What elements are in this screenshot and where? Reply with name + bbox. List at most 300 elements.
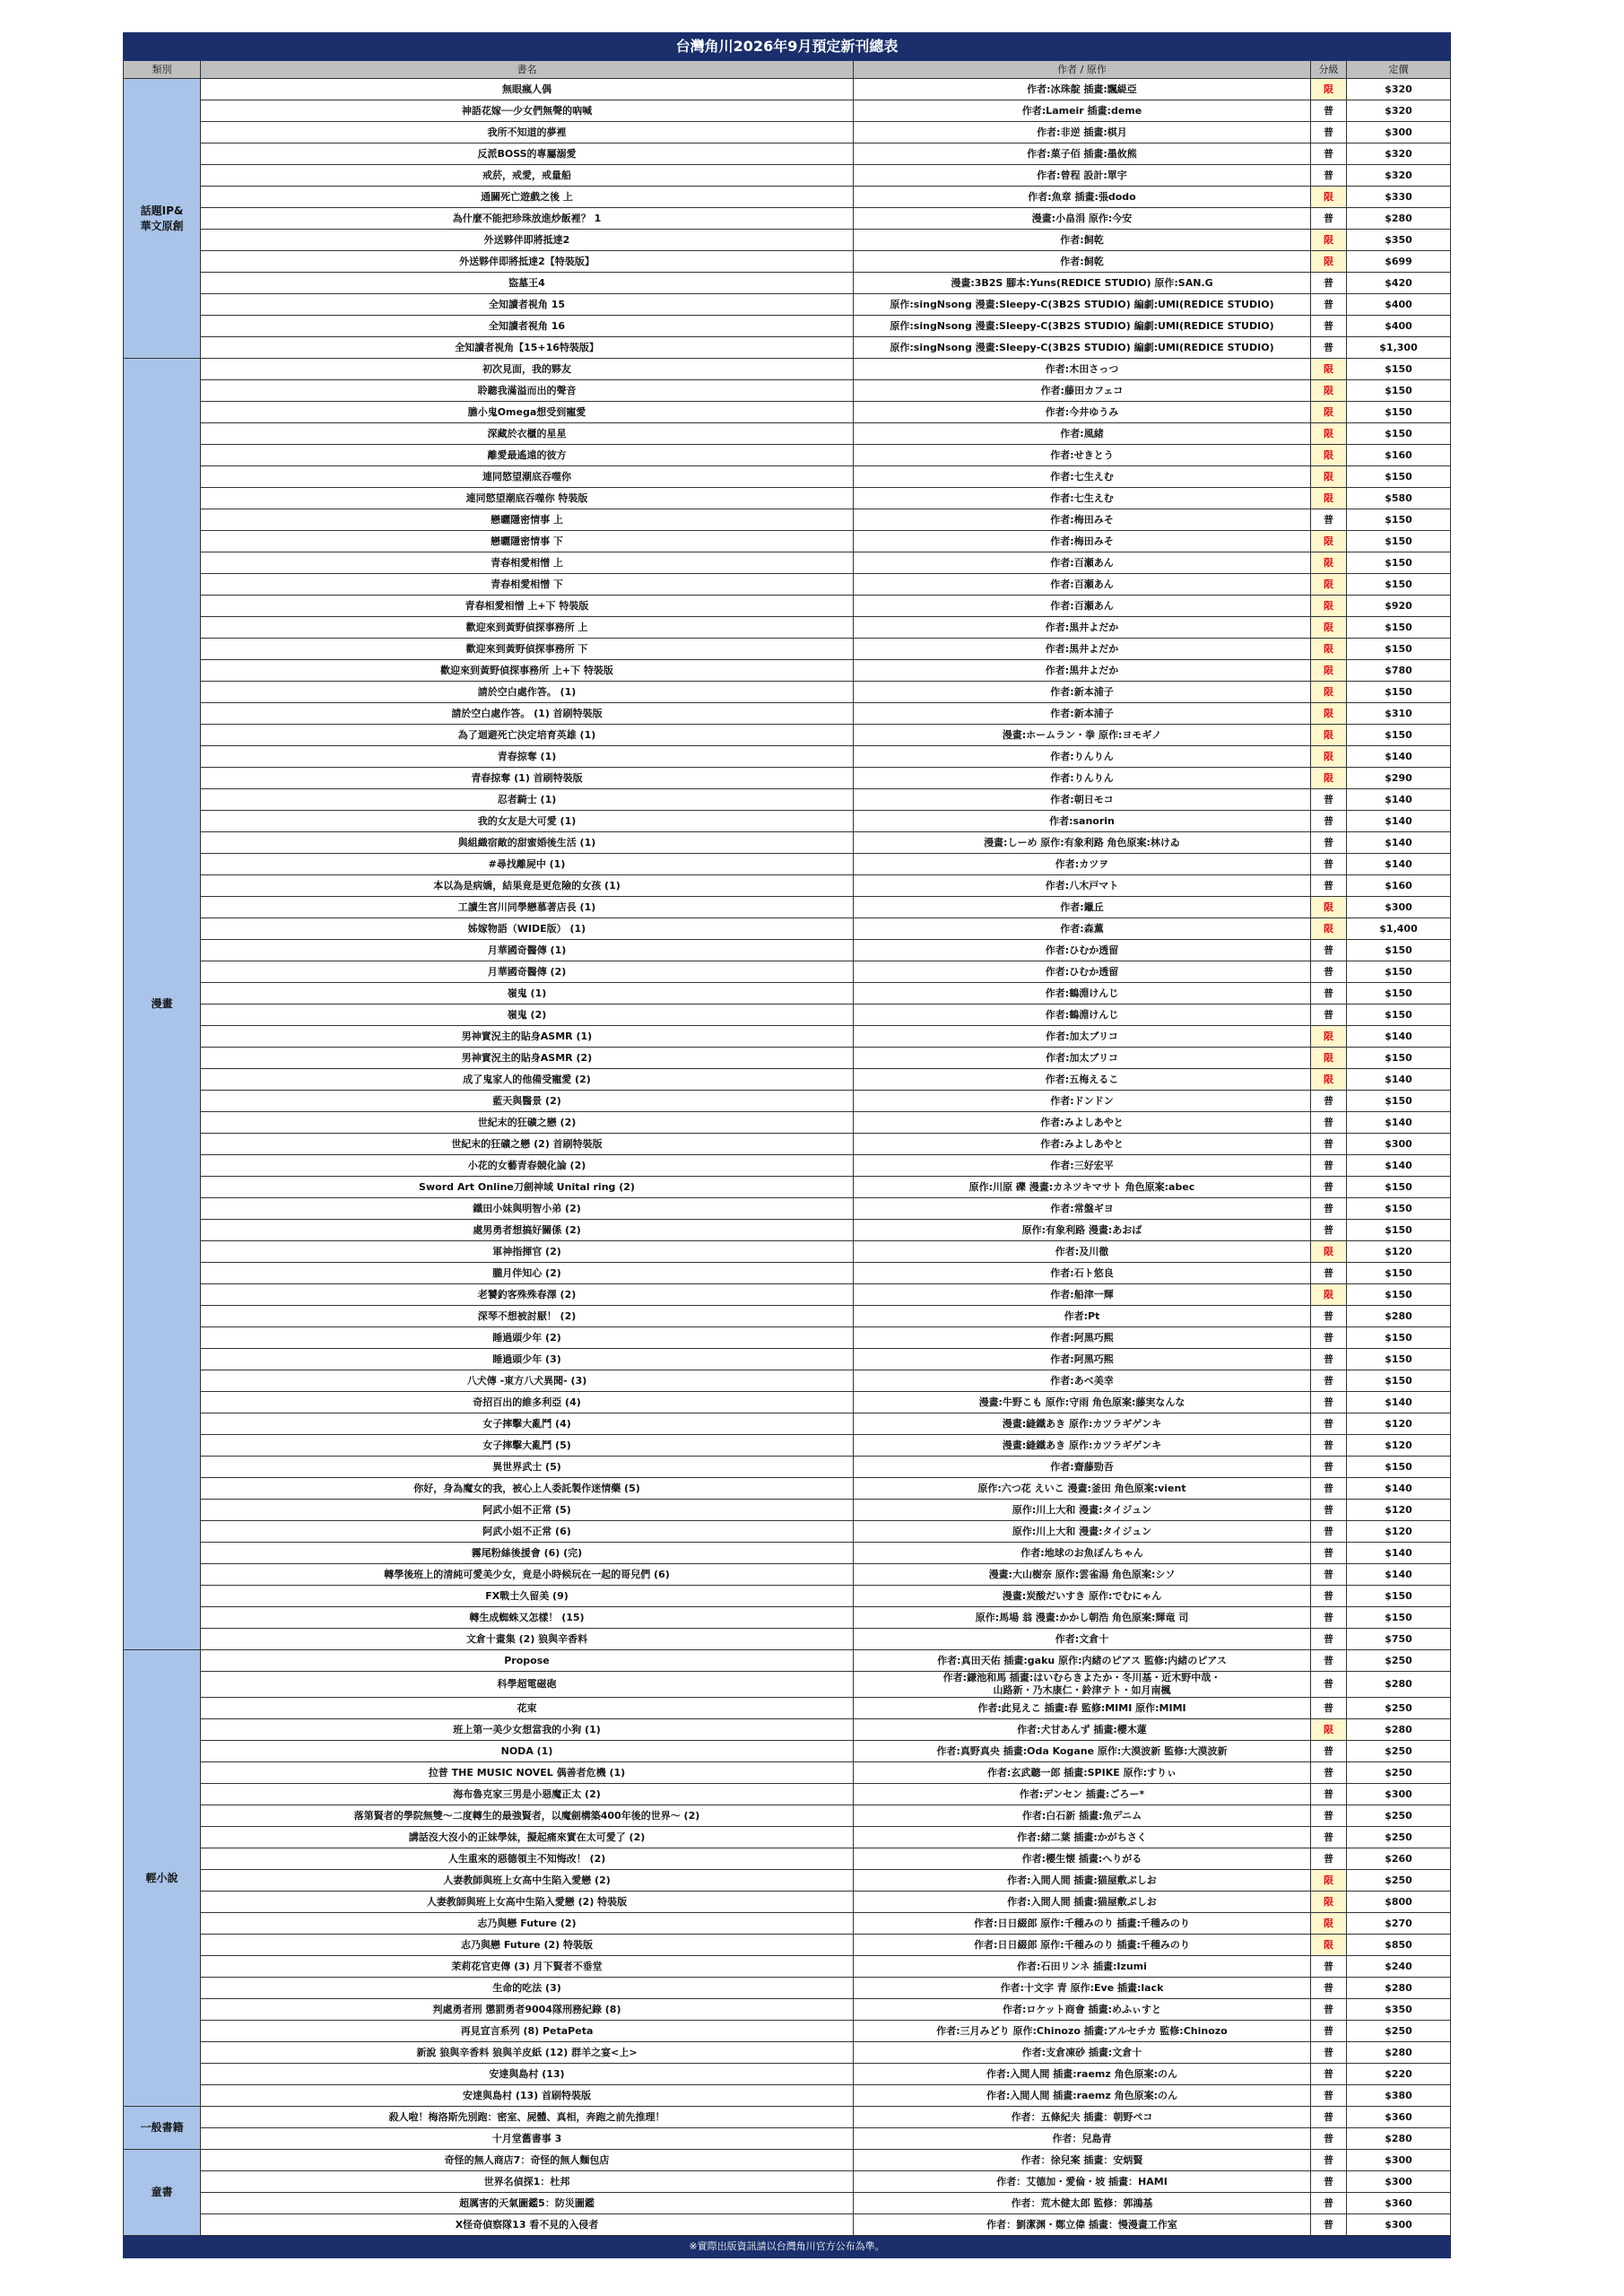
book-row [124, 423, 1451, 445]
book-author: 作者:カツヲ [854, 854, 1311, 875]
book-author: 作者:真田天佑 插畫:gaku 原作:内緒のピアス 監修:内緒のピアス [854, 1650, 1311, 1672]
book-price: $140 [1347, 1392, 1451, 1413]
book-price: $270 [1347, 1913, 1451, 1935]
book-price: $150 [1347, 1457, 1451, 1478]
book-row [124, 1327, 1451, 1349]
book-title: 男神實況主的貼身ASMR (2) [201, 1048, 854, 1069]
book-title: 軍神指揮官 (2) [201, 1241, 854, 1263]
book-row [124, 1892, 1451, 1913]
book-price: $310 [1347, 703, 1451, 725]
book-rating: 普 [1311, 2107, 1347, 2128]
book-row [124, 230, 1451, 251]
book-row [124, 639, 1451, 660]
book-price: $240 [1347, 1956, 1451, 1978]
book-rating: 普 [1311, 2042, 1347, 2064]
book-rating: 普 [1311, 1112, 1347, 1134]
book-rating: 普 [1311, 1370, 1347, 1392]
book-price: $140 [1347, 789, 1451, 811]
book-price: $120 [1347, 1413, 1451, 1435]
book-author: 作者:五梅えるこ [854, 1069, 1311, 1091]
book-title: 睡過頭少年 (3) [201, 1349, 854, 1370]
book-row [124, 1134, 1451, 1155]
book-title: 嶺鬼 (2) [201, 1004, 854, 1026]
book-price: $140 [1347, 1112, 1451, 1134]
book-rating: 限 [1311, 574, 1347, 596]
book-rating: 普 [1311, 1306, 1347, 1327]
book-title: 生命的吃法 (3) [201, 1978, 854, 1999]
book-rating: 限 [1311, 251, 1347, 273]
book-price: $250 [1347, 1762, 1451, 1784]
book-rating: 普 [1311, 2171, 1347, 2193]
book-title: 科學超電磁砲 [201, 1672, 854, 1698]
book-price: $160 [1347, 875, 1451, 897]
category-cell: 話題IP& 華文原創 [124, 79, 201, 359]
book-title: 睡過頭少年 (2) [201, 1327, 854, 1349]
book-price: $250 [1347, 1650, 1451, 1672]
book-row [124, 1543, 1451, 1564]
book-rating: 普 [1311, 337, 1347, 359]
book-row [124, 1805, 1451, 1827]
book-author: 作者:日日綴郎 原作:千種みのり 插畫:千種みのり [854, 1913, 1311, 1935]
catalog-body [124, 79, 1451, 2236]
book-author: 作者:十文字 青 原作:Eve 插畫:lack [854, 1978, 1311, 1999]
book-title: 霧尾粉絲後援會 (6) (完) [201, 1543, 854, 1564]
book-title: 歡迎來到黃野偵探事務所 下 [201, 639, 854, 660]
book-rating: 普 [1311, 1198, 1347, 1220]
book-author: 作者:船津一輝 [854, 1284, 1311, 1306]
book-title: 十月堂舊書事 3 [201, 2128, 854, 2150]
book-row [124, 2021, 1451, 2042]
book-title: 成了鬼家人的他備受寵愛 (2) [201, 1069, 854, 1091]
book-row [124, 187, 1451, 208]
book-author: 作者:りんりん [854, 746, 1311, 768]
book-row [124, 488, 1451, 509]
book-author: 作者:真野真央 插畫:Oda Kogane 原作:大漠波新 監修:大漠波新 [854, 1741, 1311, 1762]
book-row [124, 1848, 1451, 1870]
header-price: 定價 [1347, 61, 1451, 79]
book-rating: 普 [1311, 1999, 1347, 2021]
book-title: 八犬傳 -東方八犬異聞- (3) [201, 1370, 854, 1392]
book-author: 作者:飼乾 [854, 251, 1311, 273]
book-author: 作者:百瀬あん [854, 552, 1311, 574]
book-price: $150 [1347, 682, 1451, 703]
book-rating: 限 [1311, 531, 1347, 552]
book-price: $360 [1347, 2193, 1451, 2214]
book-author: 漫畫:縫鐵あき 原作:カツラギゲンキ [854, 1435, 1311, 1457]
book-rating: 普 [1311, 1134, 1347, 1155]
book-title: 與組織宿敵的甜蜜婚後生活 (1) [201, 832, 854, 854]
book-rating: 普 [1311, 1349, 1347, 1370]
book-title: 班上第一美少女想當我的小狗 (1) [201, 1719, 854, 1741]
book-row [124, 337, 1451, 359]
book-price: $150 [1347, 1177, 1451, 1198]
book-rating: 普 [1311, 273, 1347, 294]
book-rating: 普 [1311, 854, 1347, 875]
book-title: 外送夥伴即將抵達2 [201, 230, 854, 251]
book-author: 原作:singNsong 漫畫:Sleepy-C(3B2S STUDIO) 編劇:UMI(REDICE STUDIO) [854, 337, 1311, 359]
book-rating: 限 [1311, 230, 1347, 251]
book-row [124, 1500, 1451, 1521]
book-title: 青春相愛相憎 上+下 特裝版 [201, 596, 854, 617]
book-rating: 限 [1311, 1284, 1347, 1306]
book-rating: 普 [1311, 1392, 1347, 1413]
book-author: 作者:入間人間 插畫:raemz 角色原案:のん [854, 2085, 1311, 2107]
book-price: $150 [1347, 1284, 1451, 1306]
book-author: 作者:緒二葉 插畫:かがちさく [854, 1827, 1311, 1848]
category-cell: 一般書籍 [124, 2107, 201, 2150]
book-title: 鐵田小妹與明智小弟 (2) [201, 1198, 854, 1220]
book-rating: 普 [1311, 1698, 1347, 1719]
book-rating: 普 [1311, 2193, 1347, 2214]
book-title: 為什麼不能把珍珠放進炒飯裡？ 1 [201, 208, 854, 230]
book-title: 青春掠奪 (1) 首刷特裝版 [201, 768, 854, 789]
book-row [124, 1607, 1451, 1629]
book-rating: 限 [1311, 359, 1347, 380]
book-author: 原作:六つ花 えいこ 漫畫:釜田 角色原案:vient [854, 1478, 1311, 1500]
book-rating: 限 [1311, 596, 1347, 617]
book-title: 阿武小姐不正常 (6) [201, 1521, 854, 1543]
book-rating: 普 [1311, 875, 1347, 897]
book-rating: 限 [1311, 1913, 1347, 1935]
book-title: 落第賢者的學院無雙～二度轉生的最強賢者，以魔劍構築400年後的世界～ (2) [201, 1805, 854, 1827]
book-row [124, 1091, 1451, 1112]
book-row [124, 2150, 1451, 2171]
book-price: $260 [1347, 1848, 1451, 1870]
book-price: $1,400 [1347, 918, 1451, 940]
book-author: 作者:鑞丘 [854, 897, 1311, 918]
book-price: $280 [1347, 1672, 1451, 1698]
book-author: 原作:川上大和 漫畫:タイジュン [854, 1500, 1311, 1521]
book-rating: 普 [1311, 144, 1347, 165]
book-row [124, 940, 1451, 961]
book-row [124, 1112, 1451, 1134]
book-author: 作者:冰珠靛 插畫:飄緹亞 [854, 79, 1311, 100]
book-price: $380 [1347, 2085, 1451, 2107]
footer-note: ※實際出版資訊請以台灣角川官方公布為準。 [124, 2236, 1451, 2258]
book-price: $150 [1347, 1370, 1451, 1392]
book-price: $140 [1347, 1543, 1451, 1564]
book-price: $300 [1347, 2171, 1451, 2193]
book-title: 藍天與醫景 (2) [201, 1091, 854, 1112]
book-rating: 普 [1311, 789, 1347, 811]
book-author: 作者:今井ゆうみ [854, 402, 1311, 423]
book-price: $150 [1347, 983, 1451, 1004]
book-rating: 限 [1311, 1870, 1347, 1892]
book-title: 異世界武士 (5) [201, 1457, 854, 1478]
book-price: $280 [1347, 2042, 1451, 2064]
book-title: 女子摔擊大亂鬥 (5) [201, 1435, 854, 1457]
book-title: 轉學後班上的清純可愛美少女，竟是小時候玩在一起的哥兒們 (6) [201, 1564, 854, 1586]
book-price: $250 [1347, 1870, 1451, 1892]
book-price: $400 [1347, 316, 1451, 337]
book-price: $150 [1347, 402, 1451, 423]
book-title: 再見宣言系列 (8) PetaPeta [201, 2021, 854, 2042]
book-rating: 限 [1311, 617, 1347, 639]
book-title: 通關死亡遊戲之後 上 [201, 187, 854, 208]
book-row [124, 359, 1451, 380]
book-price: $140 [1347, 854, 1451, 875]
book-price: $699 [1347, 251, 1451, 273]
book-row [124, 1069, 1451, 1091]
book-rating: 限 [1311, 1069, 1347, 1091]
book-price: $280 [1347, 1719, 1451, 1741]
book-row [124, 918, 1451, 940]
book-price: $320 [1347, 79, 1451, 100]
book-price: $350 [1347, 1999, 1451, 2021]
book-rating: 普 [1311, 1629, 1347, 1650]
book-row [124, 1827, 1451, 1848]
book-price: $250 [1347, 1805, 1451, 1827]
book-price: $250 [1347, 1698, 1451, 1719]
header-title: 書名 [201, 61, 854, 79]
book-row [124, 854, 1451, 875]
book-author: 作者:黒井よだか [854, 617, 1311, 639]
book-row [124, 1004, 1451, 1026]
book-row [124, 725, 1451, 746]
book-author: 漫畫:牛野こも 原作:守雨 角色原案:藤実なんな [854, 1392, 1311, 1413]
book-price: $150 [1347, 961, 1451, 983]
book-row [124, 1306, 1451, 1327]
book-rating: 普 [1311, 1848, 1347, 1870]
book-price: $150 [1347, 1004, 1451, 1026]
book-rating: 普 [1311, 1543, 1347, 1564]
book-rating: 普 [1311, 1650, 1347, 1672]
book-title: 深藏於衣櫃的星星 [201, 423, 854, 445]
book-row [124, 294, 1451, 316]
category-cell: 輕小說 [124, 1650, 201, 2107]
book-price: $150 [1347, 1048, 1451, 1069]
book-author: 原作:有象利路 漫畫:あおば [854, 1220, 1311, 1241]
book-rating: 限 [1311, 703, 1347, 725]
footer-row [124, 2236, 1451, 2258]
book-row [124, 746, 1451, 768]
book-title: FX戰士久留美 (9) [201, 1586, 854, 1607]
book-title: 為了迴避死亡決定培育英雄 (1) [201, 725, 854, 746]
book-author: 作者:鶴淵けんじ [854, 983, 1311, 1004]
book-price: $150 [1347, 574, 1451, 596]
book-price: $150 [1347, 617, 1451, 639]
book-price: $120 [1347, 1500, 1451, 1521]
book-row [124, 1392, 1451, 1413]
book-price: $280 [1347, 1306, 1451, 1327]
book-row [124, 100, 1451, 122]
book-row [124, 1177, 1451, 1198]
book-price: $150 [1347, 1586, 1451, 1607]
book-rating: 限 [1311, 1719, 1347, 1741]
book-title: 拉普 THE MUSIC NOVEL 偶善者危機 (1) [201, 1762, 854, 1784]
book-title: 茉莉花官吏傳 (3) 月下賢者不垂堂 [201, 1956, 854, 1978]
book-author: 漫畫:大山樹奈 原作:雲雀湯 角色原案:シソ [854, 1564, 1311, 1586]
header-rating: 分級 [1311, 61, 1347, 79]
book-price: $140 [1347, 1478, 1451, 1500]
book-rating: 普 [1311, 1762, 1347, 1784]
book-title: #尋找離屍中 (1) [201, 854, 854, 875]
book-author: 作者:りんりん [854, 768, 1311, 789]
book-rating: 普 [1311, 961, 1347, 983]
book-rating: 普 [1311, 811, 1347, 832]
book-row [124, 875, 1451, 897]
book-rating: 普 [1311, 100, 1347, 122]
book-title: 海布魯克家三男是小惡魔正太 (2) [201, 1784, 854, 1805]
book-row [124, 703, 1451, 725]
book-row [124, 144, 1451, 165]
book-author: 作者:梅田みそ [854, 509, 1311, 531]
book-rating: 普 [1311, 1478, 1347, 1500]
header-author: 作者 / 原作 [854, 61, 1311, 79]
book-title: 女子摔擊大亂鬥 (4) [201, 1413, 854, 1435]
book-price: $280 [1347, 1978, 1451, 1999]
book-author: 作者:及川徹 [854, 1241, 1311, 1263]
book-price: $140 [1347, 832, 1451, 854]
book-author: 作者:鎌池和馬 插畫:はいむらきよたか・冬川基・近木野中哉・ 山路新・乃木康仁・鈴津テト・如月南楓 [854, 1672, 1311, 1698]
book-title: 本以為是病嬌，結果竟是更危險的女孩 (1) [201, 875, 854, 897]
book-row [124, 122, 1451, 144]
book-author: 作者:みよしあやと [854, 1112, 1311, 1134]
book-row [124, 251, 1451, 273]
book-author: 作者:櫻生懐 插畫:へりがる [854, 1848, 1311, 1870]
book-price: $150 [1347, 1091, 1451, 1112]
book-author: 作者：兒島青 [854, 2128, 1311, 2150]
book-price: $150 [1347, 1198, 1451, 1220]
book-rating: 普 [1311, 940, 1347, 961]
book-author: 作者:ひむか透留 [854, 961, 1311, 983]
book-title: 請於空白處作答。 (1) [201, 682, 854, 703]
book-row [124, 1521, 1451, 1543]
book-author: 作者:あべ美幸 [854, 1370, 1311, 1392]
book-rating: 限 [1311, 746, 1347, 768]
book-author: 作者:Lameir 插畫:deme [854, 100, 1311, 122]
book-row [124, 1956, 1451, 1978]
book-author: 作者:森薫 [854, 918, 1311, 940]
book-row [124, 961, 1451, 983]
book-author: 作者:sanorin [854, 811, 1311, 832]
book-title: 世紀末的狂礦之戀 (2) 首刷特裝版 [201, 1134, 854, 1155]
book-title: 反派BOSS的專屬溺愛 [201, 144, 854, 165]
book-author: 作者:新本浦子 [854, 682, 1311, 703]
book-rating: 普 [1311, 1956, 1347, 1978]
book-rating: 普 [1311, 2021, 1347, 2042]
book-author: 作者:常盤ギヨ [854, 1198, 1311, 1220]
book-author: 作者:鶴淵けんじ [854, 1004, 1311, 1026]
book-rating: 普 [1311, 1564, 1347, 1586]
book-rating: 普 [1311, 1177, 1347, 1198]
book-rating: 普 [1311, 1435, 1347, 1457]
book-author: 漫畫:縫鐵あき 原作:カツラギゲンキ [854, 1413, 1311, 1435]
book-row [124, 1650, 1451, 1672]
book-rating: 普 [1311, 983, 1347, 1004]
book-title: 無眼瘋人偶 [201, 79, 854, 100]
book-rating: 限 [1311, 768, 1347, 789]
book-title: 全知讀者視角 15 [201, 294, 854, 316]
book-author: 原作:馬場 翁 漫畫:かかし朝浩 角色原案:輝竜 司 [854, 1607, 1311, 1629]
book-price: $150 [1347, 380, 1451, 402]
book-author: 作者:藤田カフェコ [854, 380, 1311, 402]
book-row [124, 1741, 1451, 1762]
book-author: 作者:デンセン 插畫:ごろー* [854, 1784, 1311, 1805]
book-price: $150 [1347, 466, 1451, 488]
book-title: 嶺鬼 (1) [201, 983, 854, 1004]
book-author: 作者:加太ブリコ [854, 1048, 1311, 1069]
book-author: 作者:犬甘あんず 插畫:櫻木蓮 [854, 1719, 1311, 1741]
page-title: 台灣角川2026年9月預定新刊總表 [124, 33, 1451, 61]
book-title: 我的女友是大可愛 (1) [201, 811, 854, 832]
book-price: $120 [1347, 1521, 1451, 1543]
book-rating: 普 [1311, 1155, 1347, 1177]
book-row [124, 1198, 1451, 1220]
book-author: 作者:白石新 插畫:魚デニム [854, 1805, 1311, 1827]
book-price: $320 [1347, 144, 1451, 165]
book-price: $300 [1347, 1784, 1451, 1805]
book-author: 作者:七生えむ [854, 488, 1311, 509]
book-title: 離愛最遙遠的彼方 [201, 445, 854, 466]
book-row [124, 596, 1451, 617]
book-title: 人妻教師與班上女高中生陷入愛戀 (2) 特裝版 [201, 1892, 854, 1913]
book-title: 阿武小姐不正常 (5) [201, 1500, 854, 1521]
book-row [124, 445, 1451, 466]
book-price: $580 [1347, 488, 1451, 509]
book-author: 作者:Pt [854, 1306, 1311, 1327]
book-author: 作者:支倉凍砂 插畫:文倉十 [854, 2042, 1311, 2064]
book-price: $140 [1347, 1564, 1451, 1586]
book-author: 原作:singNsong 漫畫:Sleepy-C(3B2S STUDIO) 編劇:UMI(REDICE STUDIO) [854, 294, 1311, 316]
book-title: 青春相愛相憎 下 [201, 574, 854, 596]
book-title: 深琴不想被討厭！ (2) [201, 1306, 854, 1327]
book-title: 安達與島村 (13) 首刷特裝版 [201, 2085, 854, 2107]
book-row [124, 983, 1451, 1004]
book-price: $140 [1347, 1069, 1451, 1091]
book-rating: 普 [1311, 1978, 1347, 1999]
book-rating: 普 [1311, 1220, 1347, 1241]
book-title: 老饕釣客殊殊春澤 (2) [201, 1284, 854, 1306]
book-rating: 普 [1311, 294, 1347, 316]
book-row [124, 1672, 1451, 1698]
book-row [124, 1155, 1451, 1177]
book-author: 作者:入間人間 插畫:raemz 角色原案:のん [854, 2064, 1311, 2085]
book-price: $750 [1347, 1629, 1451, 1650]
book-rating: 限 [1311, 897, 1347, 918]
book-rating: 限 [1311, 660, 1347, 682]
book-title: 花束 [201, 1698, 854, 1719]
book-price: $290 [1347, 768, 1451, 789]
book-price: $140 [1347, 1026, 1451, 1048]
book-author: 漫畫:炭酸だいすき 原作:でむにゃん [854, 1586, 1311, 1607]
book-row [124, 660, 1451, 682]
book-price: $330 [1347, 187, 1451, 208]
book-row [124, 2107, 1451, 2128]
book-row [124, 509, 1451, 531]
book-price: $140 [1347, 1155, 1451, 1177]
book-title: 連同慾望潮底吞噬你 [201, 466, 854, 488]
book-rating: 限 [1311, 682, 1347, 703]
book-row [124, 1999, 1451, 2021]
book-author: 作者:新本浦子 [854, 703, 1311, 725]
book-title: 戒菸，戒愛，戒量船 [201, 165, 854, 187]
book-author: 作者:朝日モコ [854, 789, 1311, 811]
book-rating: 限 [1311, 79, 1347, 100]
book-row [124, 2042, 1451, 2064]
book-row [124, 1586, 1451, 1607]
book-row [124, 897, 1451, 918]
header-row [124, 61, 1451, 79]
book-title: Sword Art Online刀劍神域 Unital ring (2) [201, 1177, 854, 1198]
book-title: 膽小鬼Omega想受到寵愛 [201, 402, 854, 423]
book-author: 作者:八木戸マト [854, 875, 1311, 897]
book-row [124, 2214, 1451, 2236]
book-rating: 限 [1311, 639, 1347, 660]
book-row [124, 1413, 1451, 1435]
book-rating: 限 [1311, 552, 1347, 574]
book-price: $150 [1347, 1327, 1451, 1349]
